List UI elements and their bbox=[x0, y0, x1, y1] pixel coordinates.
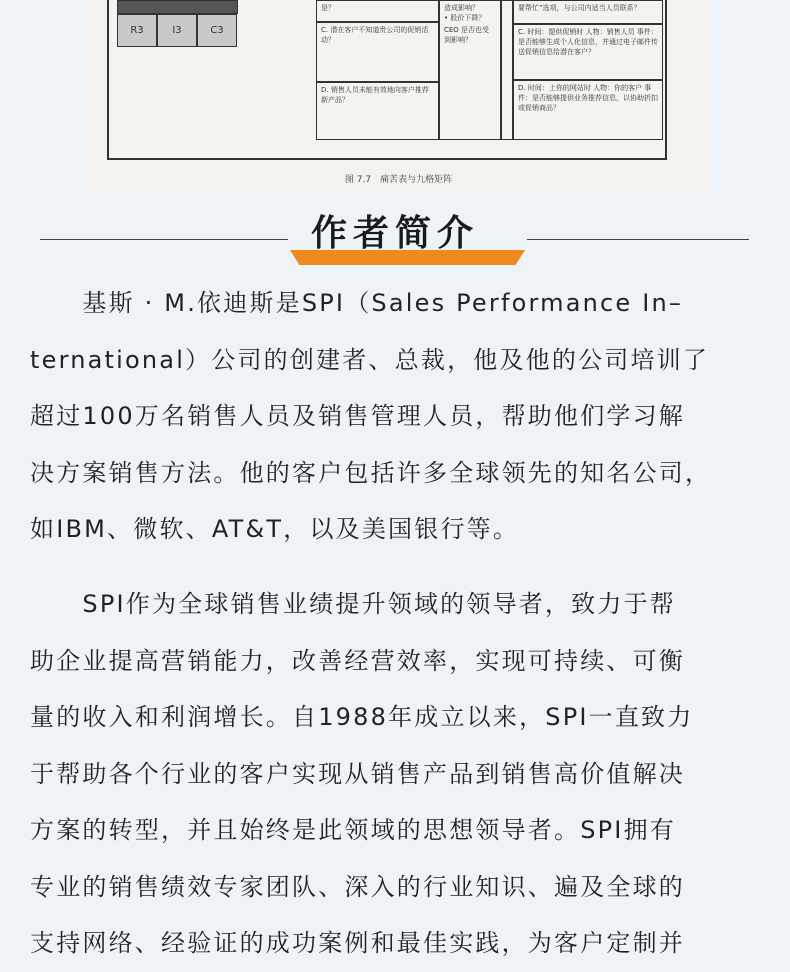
grid-cell-i3: I3 bbox=[157, 14, 197, 47]
pain-text: 造成影响？ bbox=[444, 4, 479, 12]
text-line: 助企业提高营销能力，改善经营效率，实现可持续、可衡 bbox=[30, 646, 685, 675]
pain-box: 要帮忙”选项，与公司内适当人员联系？ bbox=[513, 0, 663, 24]
paragraph-2 bbox=[30, 576, 758, 972]
text-line: 如IBM、微软、AT&T，以及美国银行等。 bbox=[30, 515, 520, 543]
section-title: 作者简介 bbox=[310, 213, 479, 254]
pain-text: CEO 是否也受到影响？ bbox=[444, 26, 490, 44]
grid-cell-r3: R3 bbox=[117, 14, 157, 47]
pain-box bbox=[439, 0, 501, 140]
pain-box: D. 时间：上你的网站时 人物：你的客户 事件：是否能够提供业务推荐信息，以协助折扣或促销商品？ bbox=[513, 80, 663, 140]
text-line: ternational）公司的创建者、总裁，他及他的公司培训了 bbox=[30, 345, 710, 374]
nine-box-matrix bbox=[107, 0, 667, 160]
pain-box: D. 销售人员未能有效地向客户推荐新产品？ bbox=[316, 82, 439, 140]
pain-box: C. 时间：提供促销时 人物：销售人员 事件：是否能够生成个人化信息，并通过电子邮件传送促销信息给潜在客户？ bbox=[513, 24, 663, 80]
text-line: SPI作为全球销售业绩提升领域的领导者，致力于帮 bbox=[30, 590, 676, 618]
grid-cell-c3: C3 bbox=[197, 14, 237, 47]
paragraph-1 bbox=[30, 275, 758, 558]
text-line: 专业的销售绩效专家团队、深入的行业知识、遍及全球的 bbox=[30, 872, 685, 901]
figure-caption: 图 7.7 痛苦表与九格矩阵 bbox=[344, 175, 453, 185]
text-line: 方案的转型，并且始终是此领域的思想领导者。SPI拥有 bbox=[30, 816, 676, 844]
matrix-grid-top bbox=[117, 0, 238, 14]
text-line: 超过100万名销售人员及销售管理人员，帮助他们学习解 bbox=[30, 402, 686, 430]
pain-box: C. 潜在客户不知道贵公司的促销活动？ bbox=[316, 22, 439, 82]
pain-box: 是？ bbox=[316, 0, 439, 22]
text-line: 决方案销售方法。他的客户包括许多全球领先的知名公司， bbox=[30, 458, 712, 487]
figure-image bbox=[87, 0, 710, 193]
text-line: 于帮助各个行业的客户实现从销售产品到销售高价值解决 bbox=[30, 759, 685, 788]
pain-divider bbox=[501, 0, 513, 140]
text-line: 量的收入和利润增长。自1988年成立以来，SPI一直致力 bbox=[30, 703, 694, 731]
pain-text: • 股价下降？ bbox=[444, 14, 486, 22]
text-line: 支持网络、经验证的成功案例和最佳实践，为客户定制并 bbox=[30, 929, 685, 957]
text-line: 基斯 · M.依迪斯是SPI（Sales Performance In– bbox=[30, 289, 684, 317]
